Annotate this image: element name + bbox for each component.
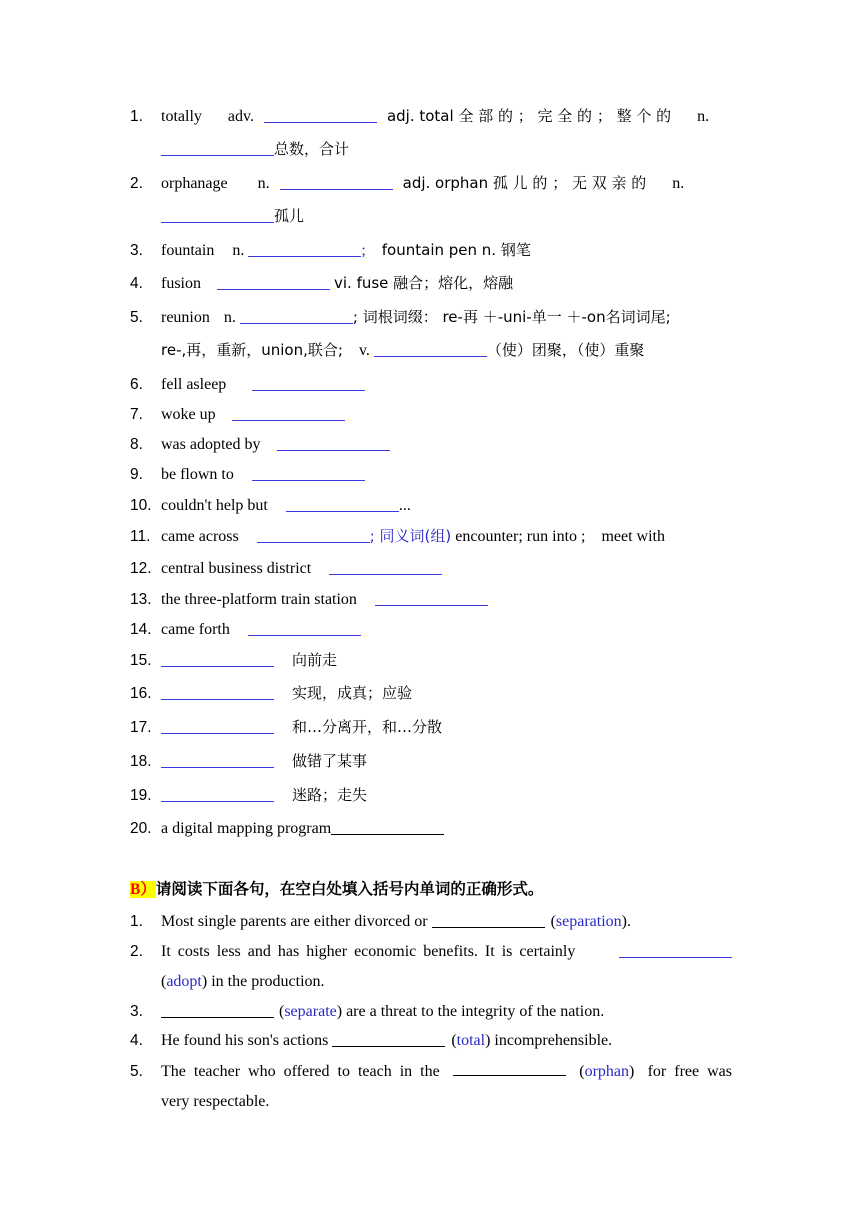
term: be flown to xyxy=(161,466,234,483)
item-number: 3. xyxy=(130,242,143,259)
item-number: 4. xyxy=(130,1032,143,1049)
meaning: 做错了某事 xyxy=(292,752,368,770)
answer-blank[interactable] xyxy=(240,322,353,324)
sentence-text: for free was xyxy=(647,1063,732,1080)
item-number: 14. xyxy=(130,621,152,638)
item-number: 6. xyxy=(130,376,143,393)
item-number: 8. xyxy=(130,436,143,453)
answer-blank[interactable] xyxy=(331,833,444,835)
meaning: 总数，合计 xyxy=(274,140,350,158)
term: the three-platform train station xyxy=(161,591,357,608)
part-of-speech: n. xyxy=(232,242,245,259)
part-of-speech: v. xyxy=(358,342,370,359)
part-of-speech: n. xyxy=(257,175,270,192)
item-number: 3. xyxy=(130,1003,143,1020)
meaning: 和…分离开，和…分散 xyxy=(292,718,443,736)
item-number: 7. xyxy=(130,406,143,423)
sentence-text: very respectable. xyxy=(161,1093,270,1110)
part-of-speech: adv. xyxy=(227,108,254,125)
item-number: 17. xyxy=(130,719,152,736)
meaning: 孤儿 xyxy=(274,207,305,225)
related-word: adj. total 全 部 的 ； 完 全 的 ； 整 个 的 xyxy=(386,107,672,125)
section-instruction: 请阅读下面各句，在空白处填入括号内单词的正确形式。 xyxy=(155,880,544,898)
answer-blank[interactable] xyxy=(248,634,361,636)
answer-blank[interactable] xyxy=(280,188,393,190)
term: woke up xyxy=(161,406,216,423)
hint-word: orphan xyxy=(584,1063,629,1080)
answer-blank[interactable] xyxy=(264,121,377,123)
answer-blank[interactable] xyxy=(161,800,274,802)
answer-blank[interactable] xyxy=(257,541,370,543)
item-number: 19. xyxy=(130,787,152,804)
meaning: 实现，成真；应验 xyxy=(292,684,413,702)
synonym-label: ; 同义词(组) xyxy=(369,527,452,545)
answer-blank[interactable] xyxy=(332,1045,445,1047)
answer-blank[interactable] xyxy=(161,766,274,768)
answer-blank[interactable] xyxy=(161,154,274,156)
answer-blank[interactable] xyxy=(248,255,361,257)
item-number: 2. xyxy=(130,175,143,192)
sentence-text: incomprehensible. xyxy=(494,1032,613,1049)
item-number: 2. xyxy=(130,943,143,960)
meaning: 迷路；走失 xyxy=(292,786,368,804)
answer-blank[interactable] xyxy=(252,389,365,391)
sentence-text: in the production. xyxy=(211,973,325,990)
answer-blank[interactable] xyxy=(432,926,545,928)
word-root-note: ; 词根词缀： re-再 ＋-uni-单一 ＋-on名词词尾; xyxy=(352,308,671,326)
item-number: 5. xyxy=(130,309,143,326)
answer-blank[interactable] xyxy=(375,604,488,606)
sentence-text: Most single parents are either divorced or xyxy=(161,913,428,930)
worksheet-page: 1. totally adv. adj. total 全 部 的 ； 完 全 的 ； 整 个 的 n. 总数，合计 2. orphanage n. adj. orphan 孤 儿 的 ； 无 双 亲 的 n. 孤儿 3. fountain n. ; fountain pen n. 钢笔 4. fusion vi. fuse 融合；熔化，熔融 5. reunion n. ; 词根词缀： re-再 ＋-uni-单一 ＋-on名词词尾; re-,再，重新，union,联合; v. （使）团聚，（使）重聚 6. fell asleep 7. woke up 8. was adopted by 9. be flown to 10. couldn't help but ... 11. came across ; 同义词(组) encounter; run into ; meet with 12. central business district 13. the three-platform train station 14. came forth 15. 向前走 16. 实现，成真；应验 17. 和…分离开，和…分散 18. 做错了某事 19. 迷路；走失 20. a digital mapping program B）请阅读下面各句，在空白处填入括号内单词的正确形式。 1. Most single parents are either divorced or (separation). 2. It costs less and has higher economic benefits. It is certainly (adopt) in the production. 3. (separate) are a threat to the integrity of the nation. 4. He found his son's actions (total) incomprehensible. 5. The teacher who offered to teach in the (orphan) for free was very respectable. xyxy=(0,0,860,1216)
term: orphanage xyxy=(161,175,228,192)
answer-blank[interactable] xyxy=(453,1074,566,1076)
item-number: 5. xyxy=(130,1063,143,1080)
hint-word: adopt xyxy=(166,973,202,990)
answer-blank[interactable] xyxy=(277,449,390,451)
hint-word: separate xyxy=(284,1003,337,1020)
term: reunion xyxy=(161,309,210,326)
hint-word: separation xyxy=(555,913,622,930)
item-number: 18. xyxy=(130,753,152,770)
section-b-heading xyxy=(130,876,543,903)
answer-blank[interactable] xyxy=(329,573,442,575)
answer-blank[interactable] xyxy=(161,221,274,223)
synonyms: encounter; run into ; meet with xyxy=(455,528,665,545)
term: was adopted by xyxy=(161,436,261,453)
section-label: B） xyxy=(130,881,156,898)
hint-word: total xyxy=(456,1032,486,1049)
sentence-text: are a threat to the integrity of the nation. xyxy=(346,1003,605,1020)
answer-blank[interactable] xyxy=(252,479,365,481)
word-root-note: re-,再，重新，union,联合; xyxy=(161,341,343,359)
related-word: vi. fuse 融合；熔化，熔融 xyxy=(334,274,514,292)
answer-blank[interactable] xyxy=(161,732,274,734)
item-number: 16. xyxy=(130,685,152,702)
related-word: adj. orphan 孤 儿 的 ； 无 双 亲 的 xyxy=(402,174,647,192)
item-number: 13. xyxy=(130,591,152,608)
answer-blank[interactable] xyxy=(374,355,487,357)
part-of-speech: n. xyxy=(672,175,685,192)
item-number: 1. xyxy=(130,913,143,930)
term: came across xyxy=(161,528,239,545)
related-word: fountain pen n. 钢笔 xyxy=(381,241,531,259)
term: central business district xyxy=(161,560,312,577)
part-of-speech: n. xyxy=(223,309,236,326)
sentence-text: He found his son's actions xyxy=(161,1032,329,1049)
term: fusion xyxy=(161,275,201,292)
sentence-text: The teacher who offered to teach in the xyxy=(161,1063,440,1080)
term: came forth xyxy=(161,621,230,638)
item-number: 10. xyxy=(130,497,152,514)
item-number: 1. xyxy=(130,108,143,125)
item-number: 20. xyxy=(130,820,152,837)
item-number: 9. xyxy=(130,466,143,483)
answer-blank[interactable] xyxy=(217,288,330,290)
term: couldn't help but xyxy=(161,497,268,514)
term: totally xyxy=(161,108,202,125)
term: a digital mapping program xyxy=(161,820,332,837)
item-number: 11. xyxy=(130,528,151,545)
item-number: 12. xyxy=(130,560,152,577)
item-number: 4. xyxy=(130,275,143,292)
answer-blank[interactable] xyxy=(619,957,732,958)
term: fell asleep xyxy=(161,376,227,393)
sentence-text: It costs less and has higher economic benefits. It is certainly xyxy=(161,943,576,960)
meaning: （使）团聚，（使）重聚 xyxy=(486,341,645,359)
item-number: 15. xyxy=(130,652,152,669)
answer-blank[interactable] xyxy=(161,665,274,667)
term: fountain xyxy=(161,242,215,259)
meaning: 向前走 xyxy=(292,651,338,669)
part-of-speech: n. xyxy=(697,108,710,125)
answer-blank[interactable] xyxy=(161,698,274,700)
answer-blank[interactable] xyxy=(232,419,345,421)
answer-blank[interactable] xyxy=(161,1016,274,1018)
answer-blank[interactable] xyxy=(286,510,399,512)
